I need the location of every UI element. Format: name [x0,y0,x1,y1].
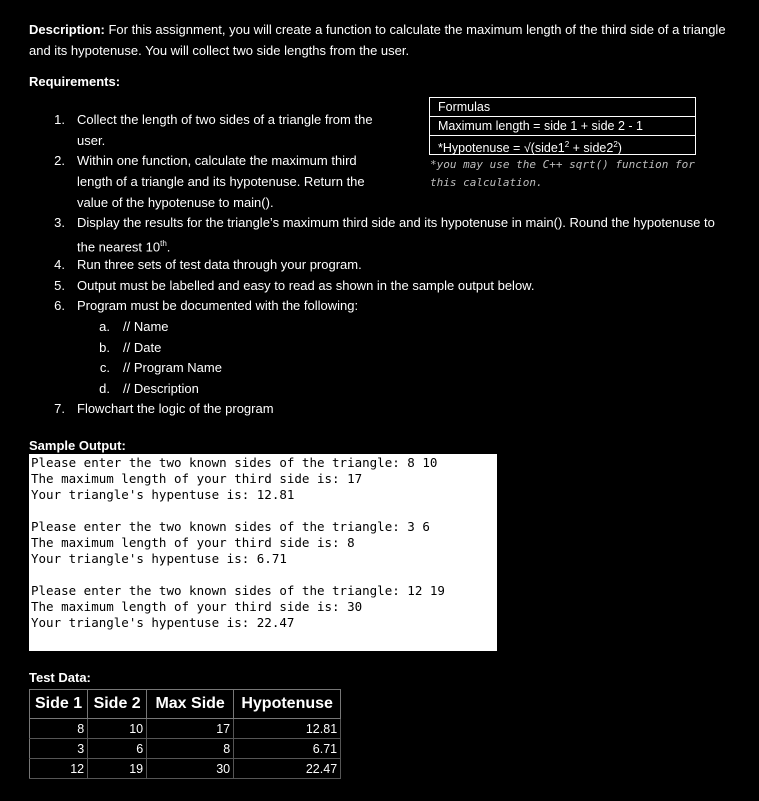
requirement-number: 5. [54,278,65,293]
doc-item-letter: a. [99,319,110,334]
requirement-line: Within one function, calculate the maximum third [77,153,357,168]
requirement-text: the nearest 10 [77,239,161,255]
requirement-number: 2. [54,153,65,168]
column-header: Side 1 [30,690,88,719]
requirement-number: 4. [54,257,65,272]
table-row [30,739,341,759]
requirement-line: Run three sets of test data through your program. [77,257,362,272]
description-label: Description: [29,22,105,37]
table-cell: 19 [88,759,147,779]
formula-superscript: 2 [613,140,618,149]
table-cell: 10 [88,719,147,739]
console-line: The maximum length of your third side is: 8 [31,535,355,550]
console-line: Your triangle's hypentuse is: 12.81 [31,487,295,502]
console-line: The maximum length of your third side is: 17 [31,471,363,486]
requirement-line: Flowchart the logic of the program [77,401,274,416]
test-data-heading: Test Data: [29,670,91,685]
requirement-period: . [166,239,171,255]
description-text: For this assignment, you will create a function to calculate the maximum length of the third side of a triangle and its hypotenuse. You will collect two side lengths from the user. [29,22,726,58]
superscript-th: th [160,239,167,248]
requirement-line: Display the results for the triangle’s maximum third side and its hypotenuse in main(). Round the hypotenuse to [77,215,715,230]
table-cell: 12 [30,759,88,779]
column-header: Hypotenuse [234,690,341,719]
column-header: Side 2 [88,690,147,719]
test-data-table [29,689,341,779]
requirement-number: 3. [54,215,65,230]
doc-item-text: // Date [123,340,162,355]
console-line [31,519,430,535]
console-input: 12 19 [407,583,445,598]
formula-part: *Hypotenuse = √(side1 [438,141,565,156]
console-line: The maximum length of your third side is: 30 [31,599,363,614]
table-cell: 8 [30,719,88,739]
column-header: Max Side [147,690,234,719]
doc-item-letter: c. [99,360,110,375]
formula-part: ) [617,141,622,156]
table-row [30,759,341,779]
table-cell: 12.81 [234,719,341,739]
doc-item-letter: d. [99,381,110,396]
formula-part: + side2 [569,141,614,156]
formula-note: *you may use the C++ sqrt() function for this calculation. [430,158,695,189]
console-line: Your triangle's hypentuse is: 6.71 [31,551,287,566]
console-prompt: Please enter the two known sides of the triangle: [31,583,408,598]
formula-hypotenuse [430,135,695,154]
table-cell: 30 [147,759,234,779]
sample-output-console [29,454,497,651]
requirement-number: 6. [54,298,65,313]
console-input: 8 10 [407,455,438,470]
doc-item-letter: b. [99,340,110,355]
doc-item-text: // Description [123,381,199,396]
formula-superscript: 2 [564,140,570,149]
formula-max-length: Maximum length = side 1 + side 2 - 1 [430,116,695,135]
table-cell: 8 [147,739,234,759]
requirements-heading: Requirements: [29,74,121,89]
description [29,19,749,61]
table-cell: 3 [30,739,88,759]
requirement-line: value of the hypotenuse to main(). [77,195,274,210]
table-header-row [30,690,341,719]
table-cell: 6 [88,739,147,759]
requirement-line: user. [77,133,106,148]
table-row [30,719,341,739]
sample-output-heading: Sample Output: [29,438,126,453]
requirement-line: Program must be documented with the following: [77,298,359,313]
console-prompt: Please enter the two known sides of the triangle: [31,455,408,470]
requirement-line: Output must be labelled and easy to read as shown in the sample output below. [77,278,535,293]
doc-item-text: // Program Name [123,360,222,375]
requirement-line: length of a triangle and its hypotenuse. Return the [77,174,365,189]
console-input: 3 6 [407,519,430,534]
requirement-number: 7. [54,401,65,416]
console-line: Your triangle's hypentuse is: 22.47 [31,615,295,630]
table-cell: 22.47 [234,759,341,779]
console-line [31,455,437,471]
table-cell: 6.71 [234,739,341,759]
table-cell: 17 [147,719,234,739]
requirement-number: 1. [54,112,65,127]
formulas-box [429,97,696,155]
console-line [31,583,445,599]
doc-item-text: // Name [123,319,169,334]
requirement-line: Collect the length of two sides of a triangle from the [77,112,373,127]
console-prompt: Please enter the two known sides of the triangle: [31,519,408,534]
formulas-title: Formulas [438,100,491,114]
